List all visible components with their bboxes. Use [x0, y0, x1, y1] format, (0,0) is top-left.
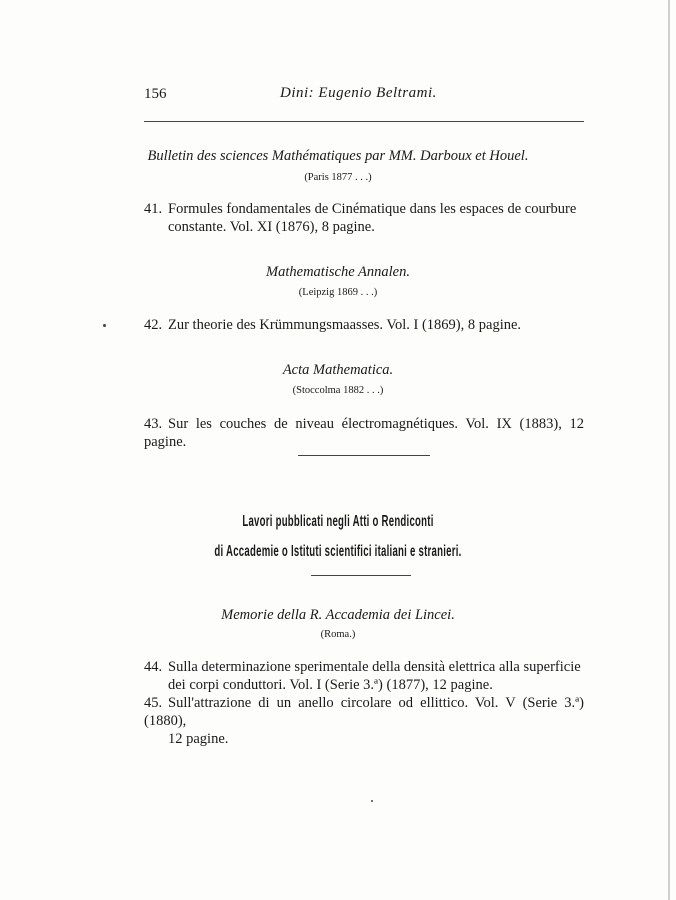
journal-title: Mathematische Annalen. — [266, 264, 410, 280]
section-heading-continued: di Accademie o Istituti scientifici italiani e stranieri. — [214, 543, 462, 560]
journal-title: Memorie della R. Accademia dei Lincei. — [221, 607, 455, 623]
entry-text: Sull'attrazione di un anello circolare od ellittico. Vol. V (Serie 3.ª) (1880), — [144, 695, 584, 729]
entry-text-continued: 12 pagine. — [168, 731, 229, 747]
entry-number: 44. — [144, 659, 163, 675]
entry-text: Zur theorie des Krümmungsmaasses. Vol. I (1869), 8 pagine. — [168, 317, 522, 333]
entry-number: 45. — [144, 695, 163, 711]
page-edge — [668, 0, 670, 900]
entry-number: 41. — [144, 201, 163, 217]
section-divider — [298, 455, 430, 456]
running-title: Dini: Eugenio Beltrami. — [280, 85, 437, 101]
bibliography-entry — [144, 694, 584, 748]
header-rule — [144, 121, 584, 122]
section-heading: Lavori pubblicati negli Atti o Rendiconti — [242, 513, 434, 530]
entry-text-continued: constante. Vol. XI (1876), 8 pagine. — [168, 219, 375, 235]
journal-place: (Stoccolma 1882 . . .) — [292, 385, 384, 396]
bibliography-entry — [144, 316, 584, 334]
journal-place: (Roma.) — [320, 629, 356, 640]
bibliography-entry — [144, 658, 584, 694]
page-number: 156 — [144, 86, 167, 102]
bibliography-entry — [144, 200, 584, 236]
ink-speck — [371, 800, 373, 802]
entry-number: 42. — [144, 317, 163, 333]
journal-title: Acta Mathematica. — [282, 362, 394, 378]
journal-place: (Paris 1877 . . .) — [304, 172, 372, 183]
entry-number: 43. — [144, 416, 163, 432]
journal-title: Bulletin des sciences Mathématiques par MM. Darboux et Houel. — [147, 148, 529, 164]
bibliography-entry — [144, 415, 584, 451]
heading-rule — [311, 575, 411, 576]
entry-text: Formules fondamentales de Cinématique dans les espaces de courbure — [168, 201, 577, 217]
entry-text: Sur les couches de niveau électromagnétiques. Vol. IX (1883), 12 pagine. — [144, 416, 584, 450]
entry-text-continued: dei corpi conduttori. Vol. I (Serie 3.ª) (1877), 12 pagine. — [168, 677, 493, 693]
entry-text: Sulla determinazione sperimentale della densità elettrica alla superficie — [168, 659, 581, 675]
ink-speck — [103, 324, 106, 327]
journal-place: (Leipzig 1869 . . .) — [298, 287, 378, 298]
